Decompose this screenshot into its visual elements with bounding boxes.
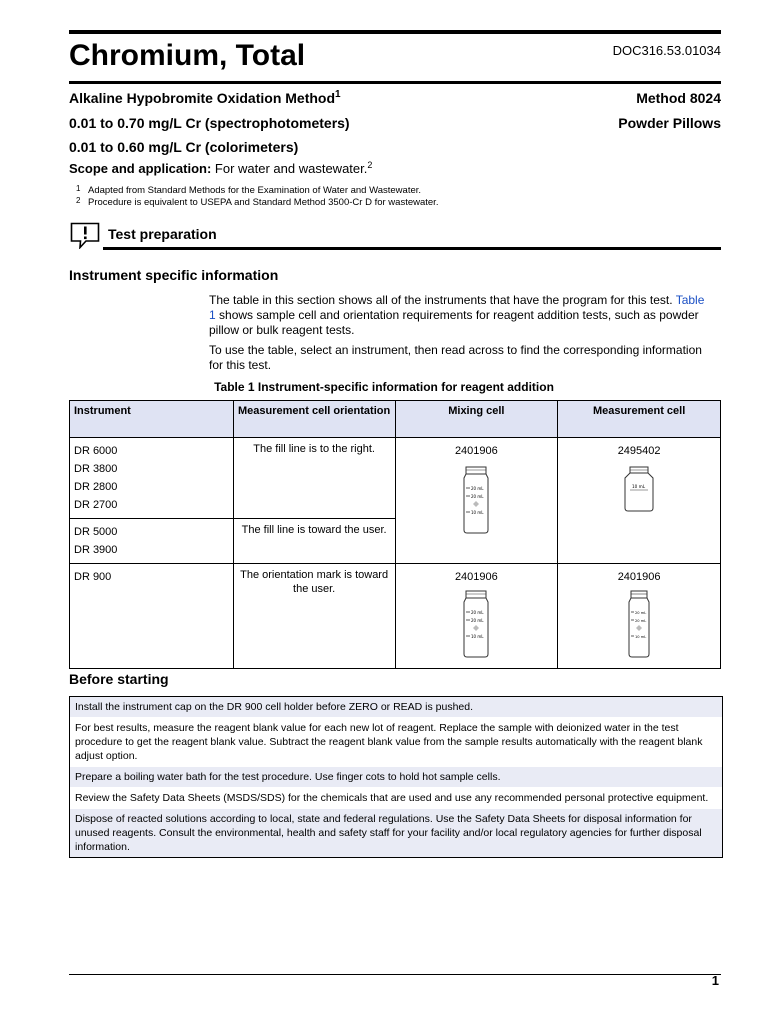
instrument-cell: DR 900 bbox=[70, 564, 234, 669]
orientation-cell: The fill line is to the right. bbox=[233, 438, 395, 519]
title-rule bbox=[69, 81, 721, 84]
method-number: Method 8024 bbox=[636, 90, 721, 106]
instrument-info-paragraph-2: To use the table, select an instrument, then read across to find the corresponding information for this test. bbox=[209, 343, 702, 372]
instrument-info-paragraph-1: The table in this section shows all of the instruments that have the program for this test. Table 1 shows sample cell and orientation requirements for reagent addition tests, such as powder pillow or bulk reagent tests. bbox=[209, 293, 705, 337]
orientation-cell: The fill line is toward the user. bbox=[233, 519, 395, 564]
list-item: Install the instrument cap on the DR 900 cell holder before ZERO or READ is pushed. bbox=[70, 697, 722, 718]
document-title: Chromium, Total bbox=[69, 39, 306, 72]
svg-text:20 mL: 20 mL bbox=[471, 486, 484, 491]
before-starting-heading: Before starting bbox=[69, 671, 169, 687]
mixing-cell-vial-icon bbox=[456, 466, 496, 534]
table-1-link[interactable]: Table 1 bbox=[209, 293, 705, 322]
list-item: Prepare a boiling water bath for the test procedure. Use finger cots to hold hot sample cells. bbox=[70, 767, 722, 788]
range-spectrophotometers: 0.01 to 0.70 mg/L Cr (spectrophotometers) bbox=[69, 115, 350, 131]
svg-text:10 mL: 10 mL bbox=[471, 634, 484, 639]
top-rule bbox=[69, 30, 721, 34]
reagent-format: Powder Pillows bbox=[618, 115, 721, 131]
table-header: Measurement cell orientation bbox=[233, 401, 395, 438]
mixing-cell: 2401906 20 mL 20 mL 10 mL bbox=[395, 438, 558, 564]
instrument-cell: DR 5000 DR 3900 bbox=[70, 519, 234, 564]
svg-text:10 mL: 10 mL bbox=[635, 635, 647, 639]
svg-text:10 mL: 10 mL bbox=[471, 510, 484, 515]
measurement-cell-dr900: 2401906 20 mL 20 mL 10 mL bbox=[558, 564, 721, 669]
section-rule bbox=[103, 247, 721, 250]
instrument-cell: DR 6000 DR 3800 DR 2800 DR 2700 bbox=[70, 438, 234, 519]
footnote: 1 Adapted from Standard Methods for the Examination of Water and Wastewater. bbox=[76, 184, 422, 196]
svg-text:20 mL: 20 mL bbox=[471, 610, 484, 615]
list-item: For best results, measure the reagent blank value for each new lot of reagent. Replace the sample with deionized water in the test procedure to get the reagent blank value. Subtract the reagent blank value from the sample results automatically with the reagent blank adjust option. bbox=[70, 718, 722, 767]
mixing-cell-vial-icon bbox=[456, 590, 496, 658]
footer-rule bbox=[69, 974, 721, 975]
caution-note-icon bbox=[70, 222, 100, 249]
range-colorimeters: 0.01 to 0.60 mg/L Cr (colorimeters) bbox=[69, 139, 299, 155]
page-number: 1 bbox=[711, 973, 719, 988]
table-header: Instrument bbox=[70, 401, 234, 438]
svg-text:20 mL: 20 mL bbox=[635, 611, 647, 615]
method-name: Alkaline Hypobromite Oxidation Method$^1$ bbox=[69, 89, 341, 106]
svg-text:20 mL: 20 mL bbox=[471, 494, 484, 499]
mixing-cell-dr900: 2401906 20 mL 20 mL 10 mL bbox=[395, 564, 558, 669]
instrument-info-heading: Instrument specific information bbox=[69, 267, 279, 283]
measurement-cell-vial-icon bbox=[619, 466, 659, 512]
list-item: Dispose of reacted solutions according to local, state and federal regulations. Use the Safety Data Sheets for disposal information for unused reagents. Consult the environmental, health and safety staff for your facility and/or local regulatory agencies for further disposal information. bbox=[70, 809, 722, 857]
instrument-table bbox=[69, 400, 721, 669]
list-item: Review the Safety Data Sheets (MSDS/SDS) for the chemicals that are used and use any recommended personal protective equipment. bbox=[70, 788, 722, 809]
measurement-cell-vial-icon bbox=[619, 590, 659, 658]
before-starting-box bbox=[69, 696, 723, 858]
svg-text:10 mL: 10 mL bbox=[632, 484, 646, 489]
table-header: Mixing cell bbox=[395, 401, 558, 438]
table-caption: Table 1 Instrument-specific information for reagent addition bbox=[214, 380, 554, 394]
orientation-cell: The orientation mark is toward the user. bbox=[233, 564, 395, 669]
document-number: DOC316.53.01034 bbox=[612, 43, 721, 58]
section-title: Test preparation bbox=[108, 226, 217, 242]
table-header: Measurement cell bbox=[558, 401, 721, 438]
svg-text:20 mL: 20 mL bbox=[471, 618, 484, 623]
scope-and-application: Scope and application: For water and wastewater.$^2$ bbox=[69, 160, 373, 176]
svg-text:20 mL: 20 mL bbox=[635, 619, 647, 623]
measurement-cell: 2495402 10 mL bbox=[558, 438, 721, 564]
footnote: 2 Procedure is equivalent to USEPA and Standard Method 3500-Cr D for wastewater. bbox=[76, 196, 439, 208]
